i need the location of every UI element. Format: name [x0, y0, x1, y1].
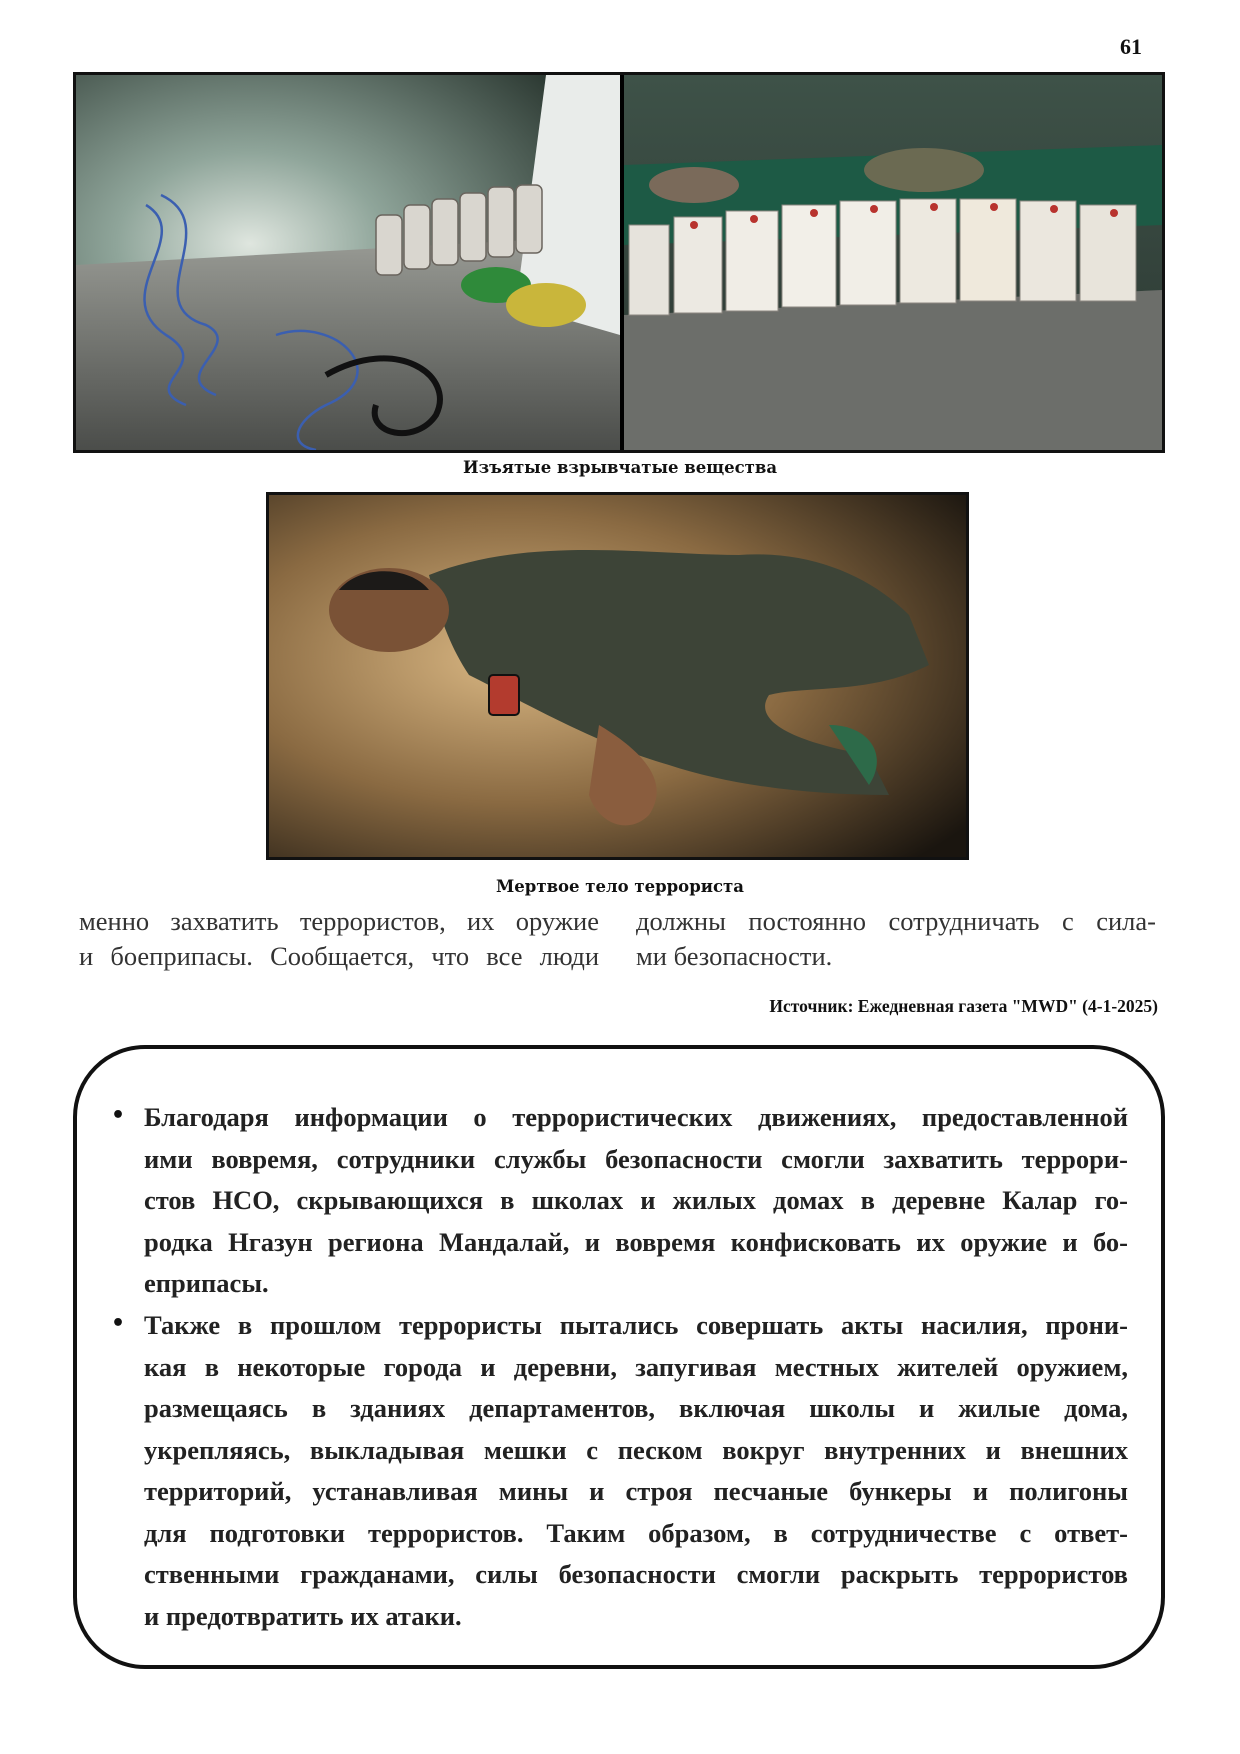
- figure-caption-body: Мертвое тело террориста: [496, 877, 744, 896]
- article-line: менно захватить террористов, их оружие: [79, 906, 599, 936]
- article-left-column: [79, 904, 599, 974]
- bullet-text: [144, 1097, 1128, 1305]
- figure-caption-explosives: Изъятые взрывчатые вещества: [462, 458, 778, 477]
- article-line: ми безопасности.: [636, 941, 833, 971]
- bullet-icon: •: [111, 1103, 126, 1128]
- bullet-line: ственными гражданами, силы безопасности смогли раскрыть террористов: [144, 1559, 1128, 1589]
- bullet-line: ими вовремя, сотрудники службы безопасности смогли захватить террори-: [144, 1143, 1128, 1174]
- page-number: 61: [1120, 34, 1142, 59]
- bullet-line: кая в некоторые города и деревни, запугивая местных жителей оружием,: [144, 1351, 1128, 1382]
- bullet-line: размещаясь в зданиях департаментов, включая школы и жилые дома,: [144, 1393, 1128, 1423]
- bullet-line: Благодаря информации о террористических движениях, предоставленной: [144, 1102, 1128, 1132]
- figure-body: [266, 492, 969, 860]
- bullet-line: еприпасы.: [144, 1268, 269, 1298]
- summary-box: [73, 1045, 1165, 1669]
- article-line: и боеприпасы. Сообщается, что все люди: [79, 941, 599, 971]
- bullet-line: для подготовки террористов. Таким образом, в сотрудничестве с ответ-: [144, 1517, 1128, 1548]
- bullet-icon: •: [111, 1311, 126, 1336]
- bullet-text: [144, 1305, 1128, 1637]
- bullet-line: родка Нгазун региона Мандалай, и вовремя конфисковать их оружие и бо-: [144, 1226, 1128, 1257]
- article-line: должны постоянно сотрудничать с сила-: [636, 906, 1156, 936]
- explosives-and-wires-photo: [76, 75, 620, 450]
- bullet-line: территорий, устанавливая мины и строя песчаные бункеры и полигоны: [144, 1476, 1128, 1506]
- bullet-line: стов НСО, скрывающихся в школах и жилых домах в деревне Калар го-: [144, 1185, 1128, 1215]
- article-source: Источник: Ежедневная газета "MWD" (4-1-2025): [769, 996, 1158, 1016]
- bullet-line: укрепляясь, выкладывая мешки с песком вокруг внутренних и внешних: [144, 1434, 1128, 1465]
- body-on-ground-photo: [269, 495, 966, 857]
- bullet-line: и предотвратить их атаки.: [144, 1600, 462, 1631]
- batteries-row-photo: [624, 75, 1162, 450]
- figure-explosives: [73, 72, 1165, 453]
- bullet-line: Также в прошлом террористы пытались совершать акты насилия, прони-: [144, 1310, 1128, 1340]
- article-right-column: [636, 904, 1156, 974]
